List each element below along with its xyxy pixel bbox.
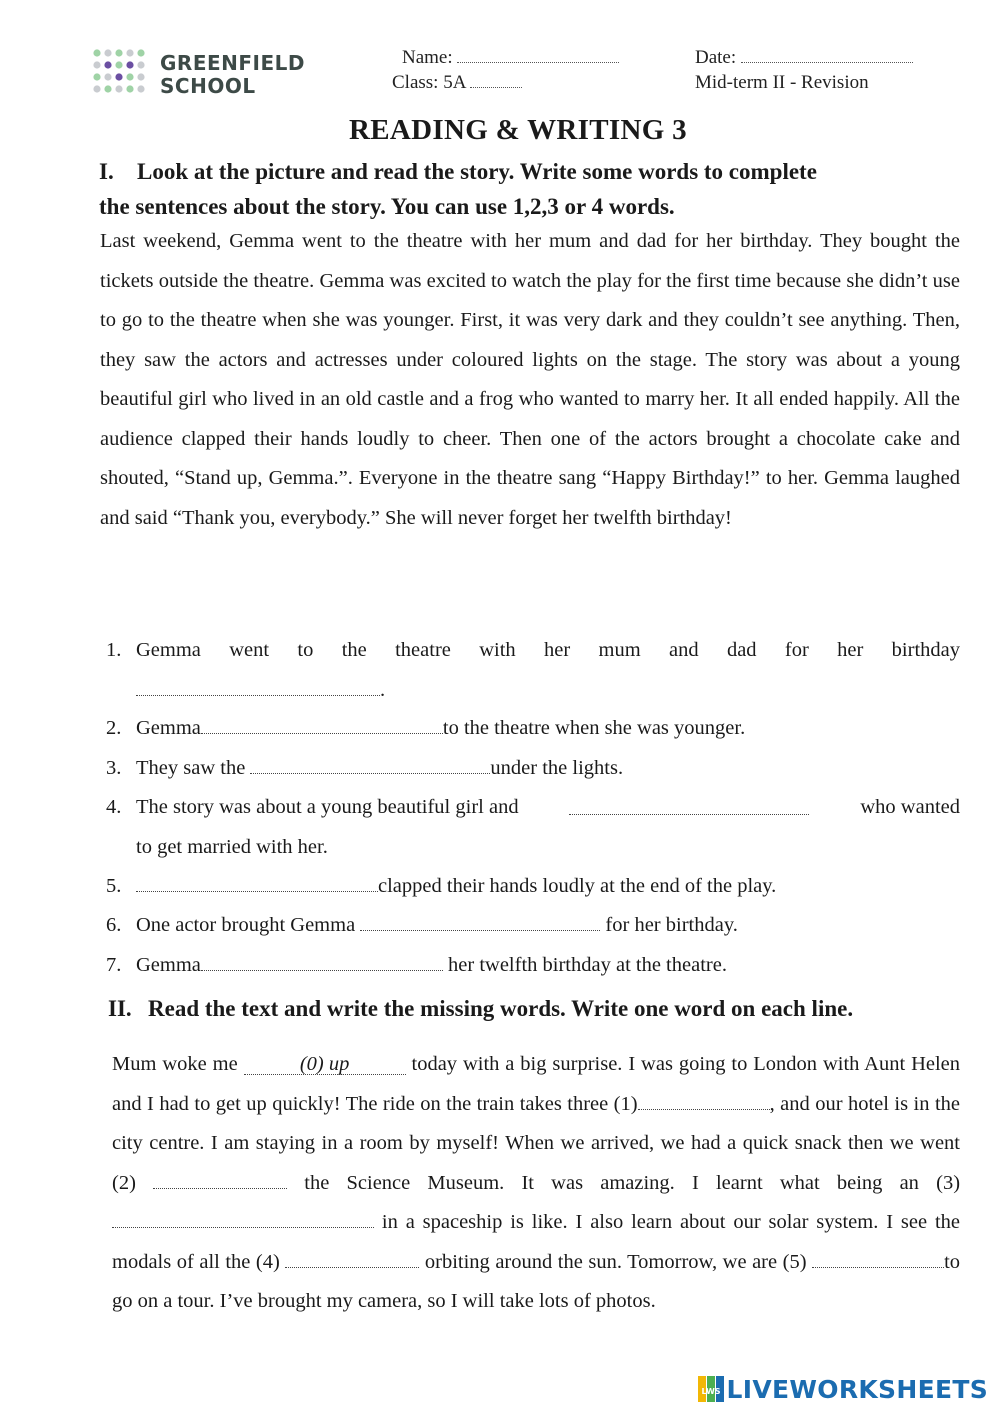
section1-instruction: I. Look at the picture and read the story. Write some words to complete the sentences about the story. You can use 1,2,3 or 4 words.	[99, 159, 817, 219]
exam-label: Mid-term II - Revision	[695, 72, 869, 93]
cloze-blank-2[interactable]	[153, 1170, 287, 1189]
answer-blank-4[interactable]	[569, 796, 809, 815]
school-logo-icon	[92, 48, 148, 100]
answer-blank-1[interactable]	[136, 677, 380, 696]
example-answer: (0) up	[244, 1054, 406, 1075]
name-field[interactable]: Name:	[402, 45, 619, 70]
answer-blank-6[interactable]	[360, 912, 600, 931]
school-name: GREENFIELD SCHOOL	[160, 51, 305, 98]
question-4: 4. The story was about a young beautiful girl and who wanted to get married with her.	[106, 796, 960, 858]
answer-blank-3[interactable]	[250, 755, 490, 774]
name-blank[interactable]	[457, 48, 619, 63]
class-blank[interactable]	[470, 73, 522, 88]
story-text: Last weekend, Gemma went to the theatre with her mum and dad for her birthday. They bought the tickets outside the theatre. Gemma was excited to watch the play for the first time because she didn’t use to go to the theatre when she was younger. First, it was very dark and they couldn’t see anything. Then, they saw the actors and actresses under coloured lights on the stage. The story was about a young beautiful girl who lived in an old castle and a frog who wanted to marry her. It all ended happily. All the audience clapped their hands loudly to cheer. Then one of the actors brought a chocolate cake and shouted, “Stand up, Gemma.”. Everyone in the theatre sang “Happy Birthday!” to her. Gemma laughed and said “Thank you, everybody.” She will never forget her twelfth birthday!	[100, 230, 960, 529]
date-blank[interactable]	[741, 48, 913, 63]
liveworksheets-logo[interactable]	[697, 1369, 988, 1409]
question-2: 2. Gemma to the theatre when she was younger.	[106, 717, 746, 739]
answer-blank-2[interactable]	[201, 715, 443, 734]
brand-text: LIVEWORKSHEETS	[726, 1374, 988, 1404]
answer-blank-7[interactable]	[201, 952, 443, 971]
question-6: 6. One actor brought Gemma for her birthday.	[106, 914, 738, 936]
class-field: Class: 5A	[392, 70, 522, 95]
cloze-blank-5[interactable]	[812, 1249, 944, 1268]
cloze-blank-4[interactable]	[285, 1249, 419, 1268]
question-3: 3. They saw the under the lights.	[106, 757, 624, 779]
cloze-blank-3[interactable]	[112, 1209, 374, 1228]
question-7: 7. Gemma her twelfth birthday at the theatre.	[106, 954, 727, 976]
page-title: READING & WRITING 3	[349, 114, 687, 146]
answer-blank-5[interactable]	[136, 873, 378, 892]
cloze-text: Mum woke me (0) up today with a big surprise. I was going to London with Aunt Helen and I had to get up quickly! The ride on the train takes three (1) , and our hotel is in the city centre. I am staying in a room by myself! When we arrived, we had a quick snack then we went (2) the Science Museum. It was amazing. I learnt what being an (3) in a spaceship is like. I also learn about our solar system. I see the modals of all the (4) orbiting around the sun. Tomorrow, we are (5) to go on a tour. I’ve brought my camera, so I will take lots of photos.	[112, 1053, 961, 1312]
section2-instruction: II. Read the text and write the missing words. Write one word on each line.	[108, 996, 854, 1021]
question-5: 5. clapped their hands loudly at the end of the play.	[106, 875, 777, 897]
date-field[interactable]: Date:	[695, 45, 913, 70]
badge-text: LWS	[701, 1387, 721, 1396]
cloze-blank-1[interactable]	[638, 1091, 770, 1110]
liveworksheets-badge-icon	[697, 1375, 725, 1403]
question-1: 1. Gemma went to the theatre with her mum and dad for her birthday .	[106, 639, 960, 701]
